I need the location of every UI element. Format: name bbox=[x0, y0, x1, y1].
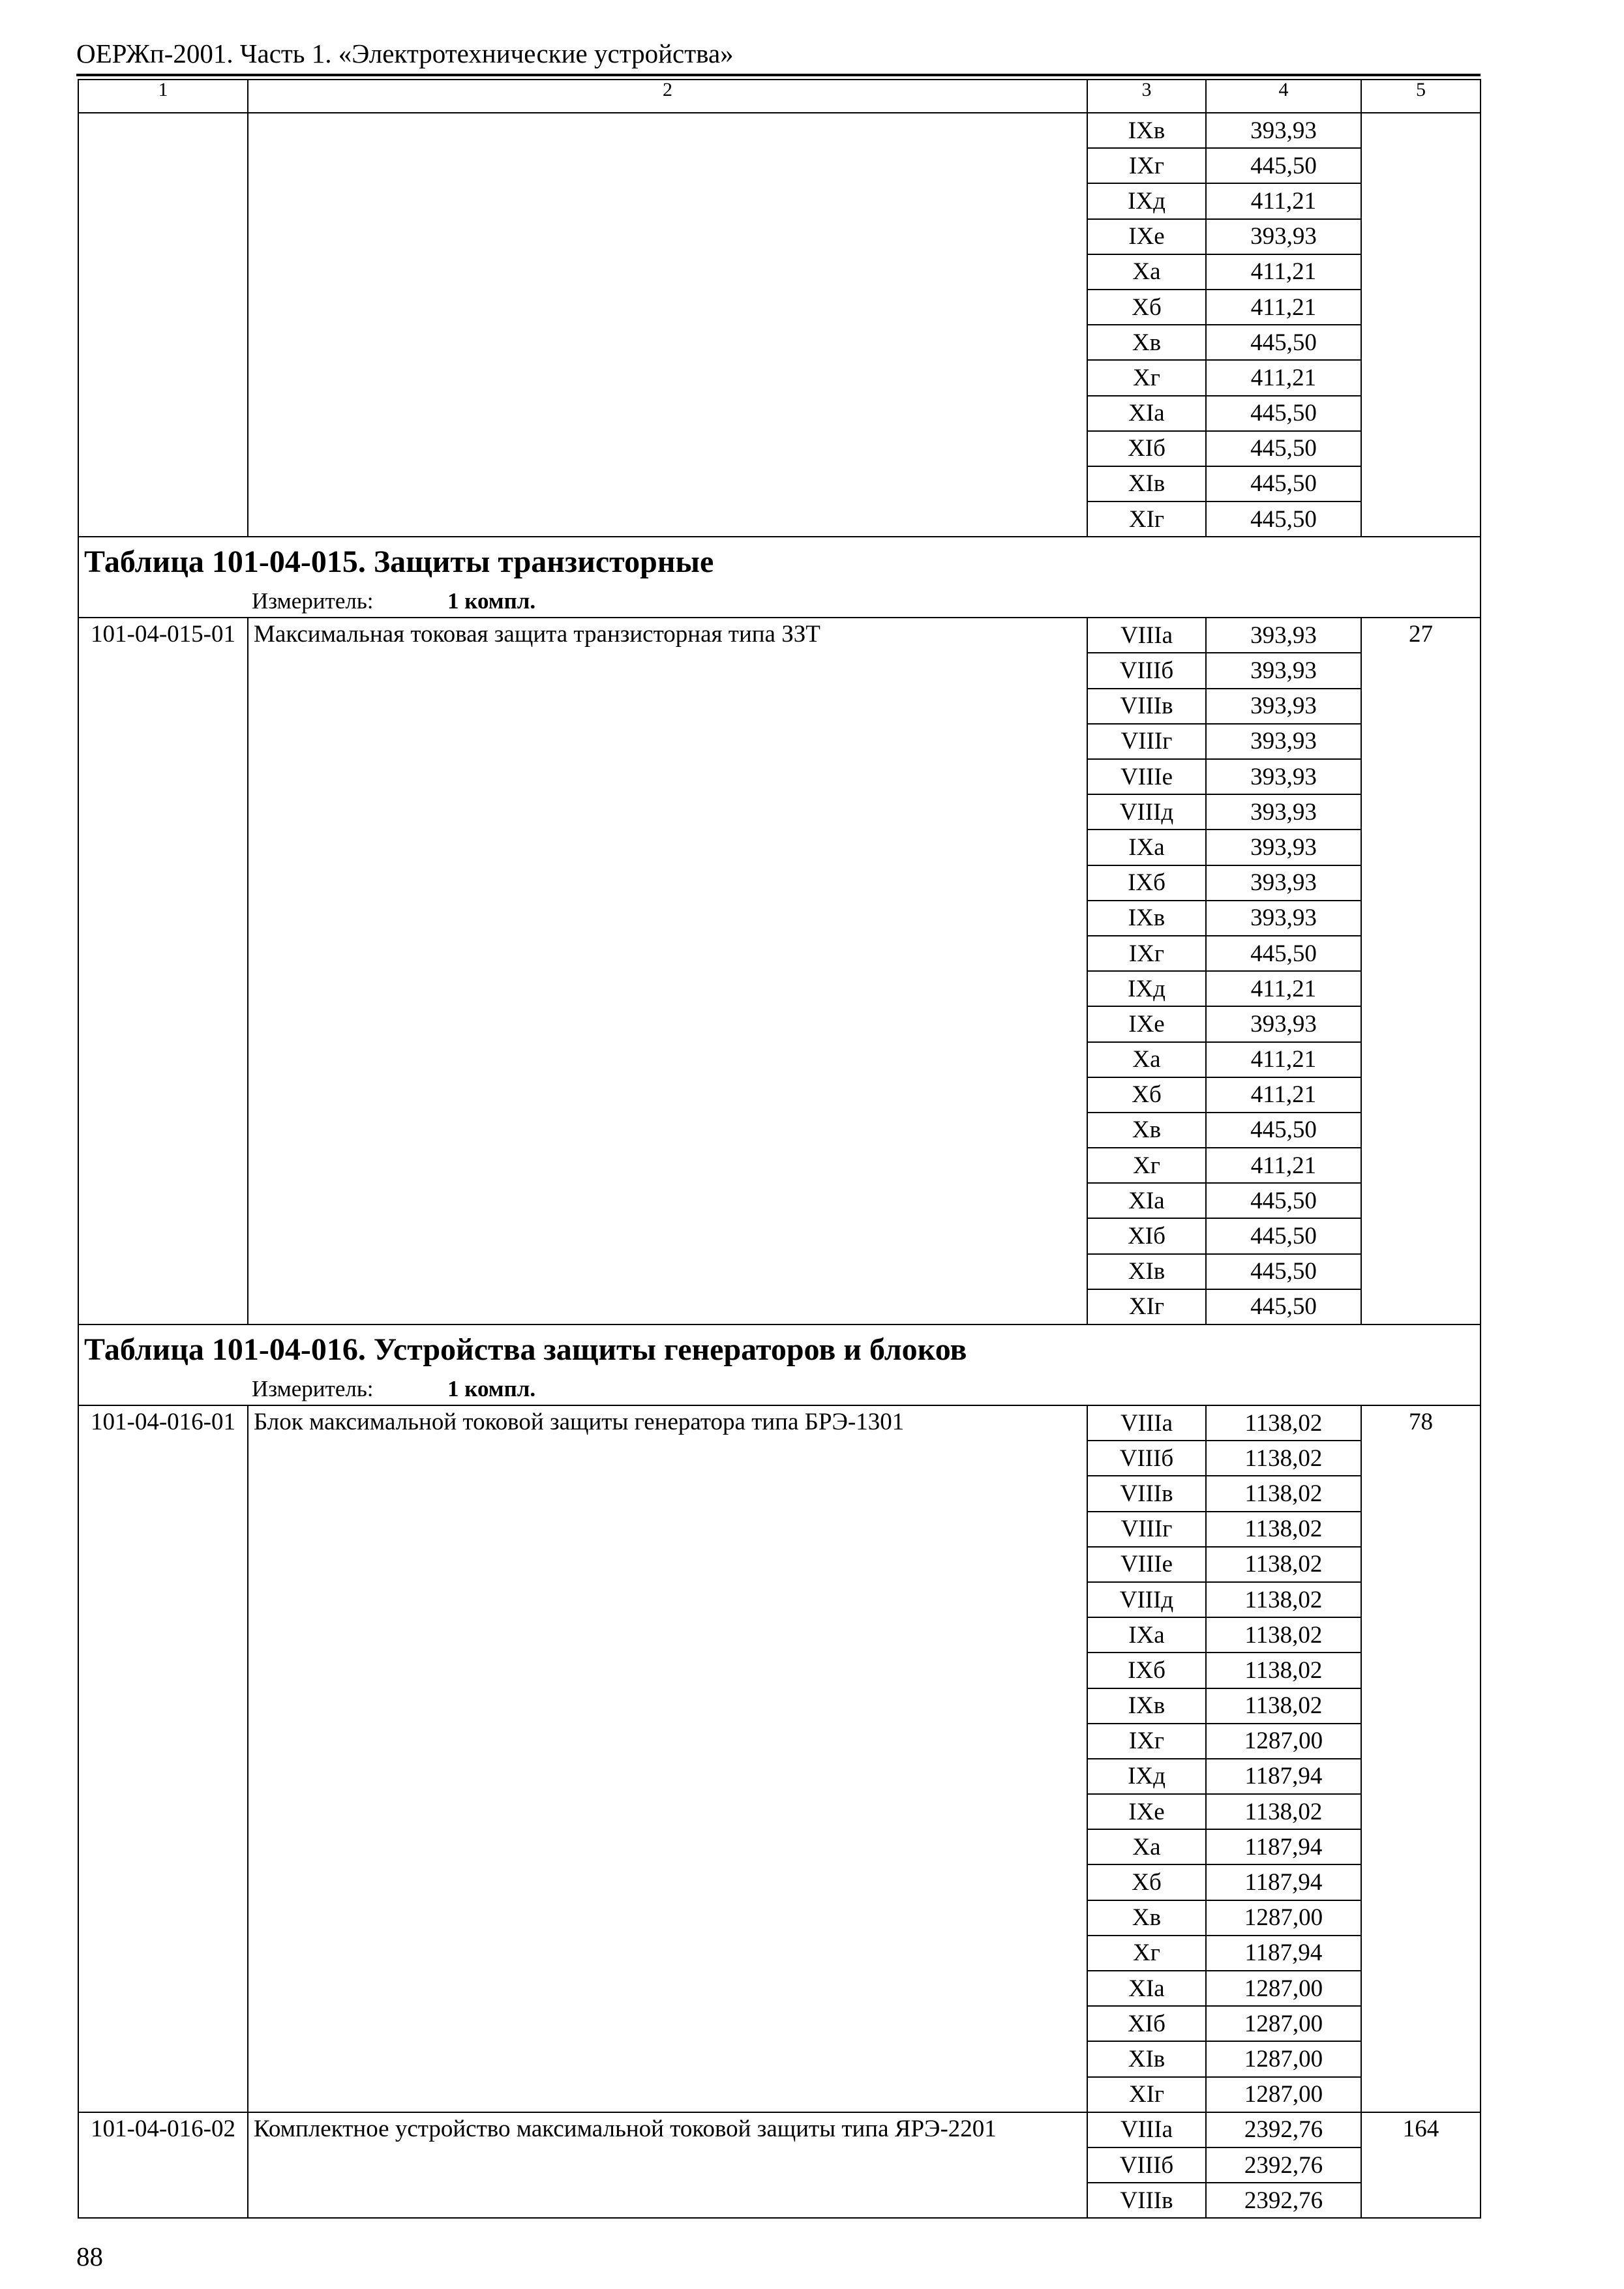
item-description: Максимальная токовая защита транзисторная типа ЗЗТ bbox=[248, 618, 1087, 1324]
zone-cell: XIа bbox=[1087, 1971, 1206, 2006]
zone-cell: VIIIг bbox=[1087, 1512, 1206, 1547]
price-cell: 1287,00 bbox=[1206, 1971, 1361, 2006]
price-cell: 445,50 bbox=[1206, 1113, 1361, 1148]
price-cell: 1138,02 bbox=[1206, 1476, 1361, 1511]
zone-cell: IXд bbox=[1087, 1759, 1206, 1794]
zone-cell: VIIIа bbox=[1087, 1405, 1206, 1441]
price-cell: 1287,00 bbox=[1206, 1900, 1361, 1936]
section-header bbox=[78, 1324, 1481, 1405]
page-header: ОЕРЖп-2001. Часть 1. «Электротехнические устройства» bbox=[76, 38, 734, 68]
price-cell: 393,93 bbox=[1206, 865, 1361, 901]
price-cell: 411,21 bbox=[1206, 971, 1361, 1006]
section-header-row bbox=[78, 537, 1481, 618]
price-cell: 393,93 bbox=[1206, 618, 1361, 653]
price-table bbox=[78, 79, 1481, 2219]
price-cell: 1287,00 bbox=[1206, 2006, 1361, 2041]
measure-label: Измеритель: bbox=[252, 1376, 374, 1401]
price-cell: 411,21 bbox=[1206, 1148, 1361, 1183]
zone-cell: VIIIб bbox=[1087, 653, 1206, 688]
price-cell: 1138,02 bbox=[1206, 1653, 1361, 1688]
price-cell: 393,93 bbox=[1206, 724, 1361, 759]
price-cell: 411,21 bbox=[1206, 183, 1361, 218]
table-row bbox=[78, 2112, 1481, 2147]
price-cell: 445,50 bbox=[1206, 466, 1361, 501]
price-cell: 1138,02 bbox=[1206, 1547, 1361, 1582]
zone-cell: IXе bbox=[1087, 1006, 1206, 1041]
zone-cell: Xв bbox=[1087, 1900, 1206, 1936]
measure-line bbox=[79, 578, 1480, 612]
zone-cell: XIв bbox=[1087, 2041, 1206, 2076]
item-code: 101-04-015-01 bbox=[78, 618, 248, 1324]
zone-cell: Xв bbox=[1087, 1113, 1206, 1148]
measure-line bbox=[79, 1366, 1480, 1400]
zone-cell: Xб bbox=[1087, 1864, 1206, 1900]
price-cell: 1138,02 bbox=[1206, 1512, 1361, 1547]
price-cell: 1187,94 bbox=[1206, 1829, 1361, 1864]
zone-cell: VIIIе bbox=[1087, 759, 1206, 794]
price-cell: 411,21 bbox=[1206, 1077, 1361, 1113]
zone-cell: IXв bbox=[1087, 1688, 1206, 1724]
zone-cell: VIIIб bbox=[1087, 2147, 1206, 2183]
zone-cell: XIв bbox=[1087, 466, 1206, 501]
item-code bbox=[78, 113, 248, 537]
column-header-1: 1 bbox=[78, 80, 248, 113]
column-header-5: 5 bbox=[1361, 80, 1481, 113]
column-header-3: 3 bbox=[1087, 80, 1206, 113]
zone-cell: Xа bbox=[1087, 1042, 1206, 1077]
zone-cell: VIIIд bbox=[1087, 794, 1206, 830]
zone-cell: XIв bbox=[1087, 1254, 1206, 1289]
price-cell: 1187,94 bbox=[1206, 1936, 1361, 1971]
price-cell: 1138,02 bbox=[1206, 1688, 1361, 1724]
zone-cell: VIIIе bbox=[1087, 1547, 1206, 1582]
price-cell: 445,50 bbox=[1206, 1254, 1361, 1289]
section-title: Таблица 101-04-016. Устройства защиты генераторов и блоков bbox=[84, 1332, 967, 1367]
price-cell: 2392,76 bbox=[1206, 2183, 1361, 2218]
price-cell: 2392,76 bbox=[1206, 2147, 1361, 2183]
zone-cell: IXд bbox=[1087, 183, 1206, 218]
price-cell: 445,50 bbox=[1206, 396, 1361, 431]
item-labor-cost: 27 bbox=[1361, 618, 1481, 1324]
section-header bbox=[78, 537, 1481, 618]
price-cell: 1287,00 bbox=[1206, 2077, 1361, 2112]
price-cell: 411,21 bbox=[1206, 360, 1361, 395]
price-cell: 445,50 bbox=[1206, 148, 1361, 183]
zone-cell: IXб bbox=[1087, 865, 1206, 901]
column-header-2: 2 bbox=[248, 80, 1087, 113]
item-description: Блок максимальной токовой защиты генератора типа БРЭ-1301 bbox=[248, 1405, 1087, 2112]
header-rule bbox=[76, 74, 1481, 76]
zone-cell: IXе bbox=[1087, 219, 1206, 254]
item-code: 101-04-016-01 bbox=[78, 1405, 248, 2112]
price-cell: 1138,02 bbox=[1206, 1582, 1361, 1617]
zone-cell: Xг bbox=[1087, 1936, 1206, 1971]
price-cell: 1187,94 bbox=[1206, 1864, 1361, 1900]
price-cell: 445,50 bbox=[1206, 431, 1361, 466]
zone-cell: Xб bbox=[1087, 1077, 1206, 1113]
zone-cell: Xа bbox=[1087, 1829, 1206, 1864]
table-row bbox=[78, 113, 1481, 148]
zone-cell: XIг bbox=[1087, 2077, 1206, 2112]
price-cell: 393,93 bbox=[1206, 653, 1361, 688]
price-cell: 445,50 bbox=[1206, 936, 1361, 971]
price-cell: 445,50 bbox=[1206, 1218, 1361, 1253]
price-cell: 393,93 bbox=[1206, 901, 1361, 936]
zone-cell: VIIIа bbox=[1087, 618, 1206, 653]
price-cell: 445,50 bbox=[1206, 1183, 1361, 1218]
item-description bbox=[248, 113, 1087, 537]
price-cell: 2392,76 bbox=[1206, 2112, 1361, 2147]
price-cell: 393,93 bbox=[1206, 830, 1361, 865]
price-cell: 1187,94 bbox=[1206, 1759, 1361, 1794]
zone-cell: VIIIв bbox=[1087, 689, 1206, 724]
item-code: 101-04-016-02 bbox=[78, 2112, 248, 2219]
price-cell: 1138,02 bbox=[1206, 1405, 1361, 1441]
price-cell: 411,21 bbox=[1206, 290, 1361, 325]
section-header-row bbox=[78, 1324, 1481, 1405]
price-cell: 411,21 bbox=[1206, 254, 1361, 290]
price-cell: 445,50 bbox=[1206, 325, 1361, 360]
price-cell: 445,50 bbox=[1206, 501, 1361, 537]
zone-cell: IXв bbox=[1087, 901, 1206, 936]
zone-cell: Xг bbox=[1087, 360, 1206, 395]
price-cell: 411,21 bbox=[1206, 1042, 1361, 1077]
price-cell: 445,50 bbox=[1206, 1289, 1361, 1324]
column-header-4: 4 bbox=[1206, 80, 1361, 113]
zone-cell: IXа bbox=[1087, 1617, 1206, 1653]
item-description: Комплектное устройство максимальной токовой защиты типа ЯРЭ-2201 bbox=[248, 2112, 1087, 2219]
zone-cell: XIб bbox=[1087, 1218, 1206, 1253]
measure-value: 1 компл. bbox=[447, 588, 536, 614]
zone-cell: Xг bbox=[1087, 1148, 1206, 1183]
zone-cell: IXг bbox=[1087, 936, 1206, 971]
table-row bbox=[78, 1405, 1481, 1441]
zone-cell: XIб bbox=[1087, 431, 1206, 466]
price-cell: 393,93 bbox=[1206, 219, 1361, 254]
price-cell: 1138,02 bbox=[1206, 1617, 1361, 1653]
price-cell: 1287,00 bbox=[1206, 2041, 1361, 2076]
zone-cell: Xв bbox=[1087, 325, 1206, 360]
item-labor-cost: 78 bbox=[1361, 1405, 1481, 2112]
item-labor-cost bbox=[1361, 113, 1481, 537]
price-cell: 393,93 bbox=[1206, 759, 1361, 794]
measure-label: Измеритель: bbox=[252, 588, 374, 614]
measure-value: 1 компл. bbox=[447, 1376, 536, 1401]
price-cell: 1138,02 bbox=[1206, 1441, 1361, 1476]
item-labor-cost: 164 bbox=[1361, 2112, 1481, 2219]
zone-cell: XIа bbox=[1087, 1183, 1206, 1218]
zone-cell: IXв bbox=[1087, 113, 1206, 148]
zone-cell: VIIIд bbox=[1087, 1582, 1206, 1617]
zone-cell: Xа bbox=[1087, 254, 1206, 290]
zone-cell: VIIIв bbox=[1087, 1476, 1206, 1511]
price-cell: 393,93 bbox=[1206, 1006, 1361, 1041]
zone-cell: IXб bbox=[1087, 1653, 1206, 1688]
zone-cell: VIIIг bbox=[1087, 724, 1206, 759]
table-row bbox=[78, 618, 1481, 653]
zone-cell: VIIIа bbox=[1087, 2112, 1206, 2147]
zone-cell: VIIIв bbox=[1087, 2183, 1206, 2218]
zone-cell: IXе bbox=[1087, 1794, 1206, 1829]
zone-cell: IXг bbox=[1087, 1724, 1206, 1759]
page-number: 88 bbox=[76, 2241, 103, 2271]
column-header-row bbox=[78, 80, 1481, 113]
zone-cell: XIа bbox=[1087, 396, 1206, 431]
zone-cell: VIIIб bbox=[1087, 1441, 1206, 1476]
zone-cell: XIг bbox=[1087, 1289, 1206, 1324]
price-cell: 1287,00 bbox=[1206, 1724, 1361, 1759]
zone-cell: Xб bbox=[1087, 290, 1206, 325]
zone-cell: XIб bbox=[1087, 2006, 1206, 2041]
price-cell: 393,93 bbox=[1206, 113, 1361, 148]
price-cell: 393,93 bbox=[1206, 689, 1361, 724]
price-cell: 1138,02 bbox=[1206, 1794, 1361, 1829]
zone-cell: IXг bbox=[1087, 148, 1206, 183]
zone-cell: IXд bbox=[1087, 971, 1206, 1006]
zone-cell: IXа bbox=[1087, 830, 1206, 865]
zone-cell: XIг bbox=[1087, 501, 1206, 537]
price-cell: 393,93 bbox=[1206, 794, 1361, 830]
section-title: Таблица 101-04-015. Защиты транзисторные bbox=[84, 545, 714, 580]
